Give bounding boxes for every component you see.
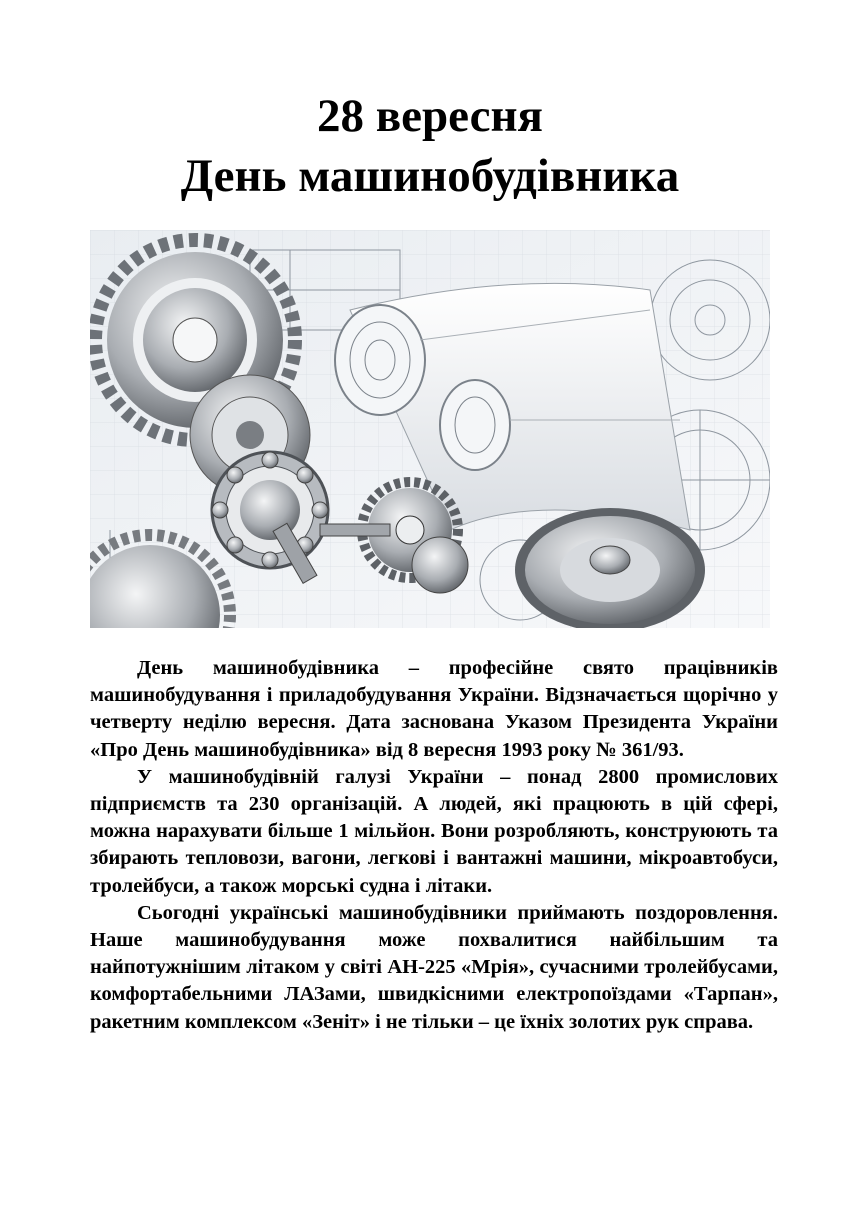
paragraph-3: Сьогодні українські машинобудівники приймають поздоровлення. Наше машинобудування може похвалитися найбільшим та найпотужнішим літаком у світі АН-225 «Мрія», сучасними тролейбусами, комфортабельними ЛАЗами, швидкісними електропоїздами «Тарпан», ракетним комплексом «Зеніт» і не тільки – це їхніх золотих рук справа. <box>90 901 778 1033</box>
title-holiday: День машинобудівника <box>180 150 680 202</box>
paragraph-1: День машинобудівника – професійне свято працівників машинобудування і приладобудування України. Відзначається щорічно у четверту неділю вересня. Дата заснована Указом Президента України «Про День машинобудівника» від 8 вересня 1993 року № 361/93. <box>90 657 778 761</box>
title-date: 28 вересня <box>317 90 543 142</box>
paragraph-2: У машинобудівній галузі України – понад 2800 промислових підприємств та 230 організацій. А людей, які працюють в цій сфері, можна нарахувати більше 1 мільйон. Вони розробляють, конструюють та збирають тепловози, вагони, легкові і вантажні машини, мікроавтобуси, тролейбуси, а також морські судна і літаки. <box>90 765 778 897</box>
article-body <box>90 655 778 1036</box>
engineering-gears-illustration <box>90 230 770 628</box>
flat-gear <box>515 508 705 628</box>
